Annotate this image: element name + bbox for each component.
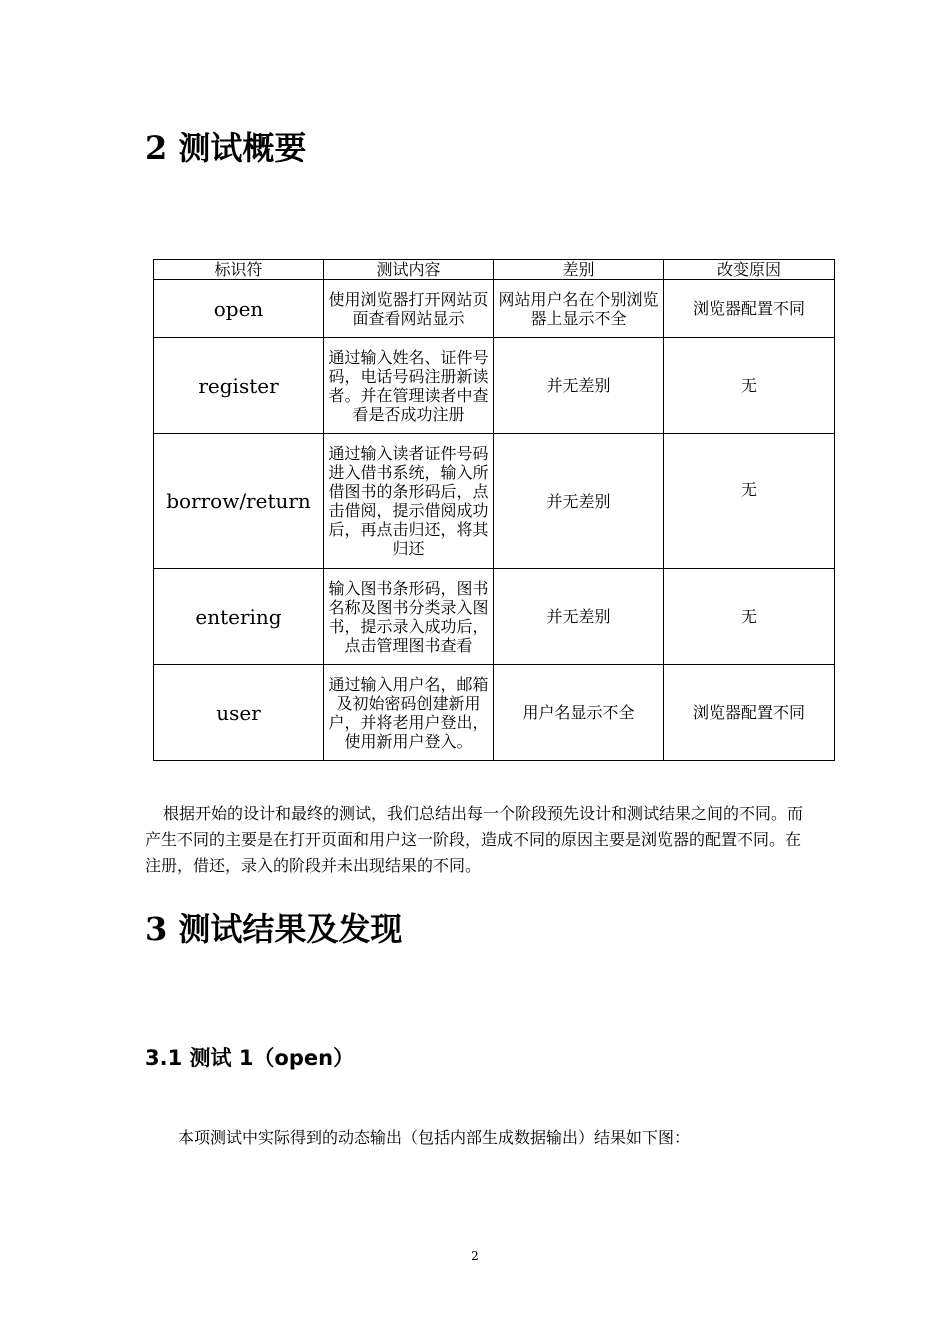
cell-identifier: register [154,338,324,434]
table-row [154,434,835,569]
header-identifier: 标识符 [154,260,324,280]
conclusion-paragraph: 根据开始的设计和最终的测试，我们总结出每一个阶段预先设计和测试结果之间的不同。而产生不同的主要是在打开页面和用户这一阶段，造成不同的原因主要是浏览器的配置不同。在注册，借还，录入的阶段并未出现结果的不同。 [145,804,804,875]
table-row [154,338,835,434]
cell-change-reason: 浏览器配置不同 [664,280,835,338]
cell-test-content: 输入图书条形码，图书名称及图书分类录入图书，提示录入成功后，点击管理图书查看 [324,569,494,665]
test-summary-table [153,259,835,761]
cell-change-reason: 浏览器配置不同 [664,665,835,761]
cell-difference: 网站用户名在个别浏览器上显示不全 [494,280,664,338]
cell-identifier: open [154,280,324,338]
table-header-row [154,260,835,280]
section-heading-summary: 2 测试概要 [145,129,307,167]
cell-difference: 用户名显示不全 [494,665,664,761]
cell-identifier: borrow/return [154,434,324,569]
table-row [154,569,835,665]
cell-difference: 并无差别 [494,434,664,569]
cell-test-content: 通过输入姓名、证件号码，电话号码注册新读者。并在管理读者中查看是否成功注册 [324,338,494,434]
cell-difference: 并无差别 [494,338,664,434]
cell-identifier: entering [154,569,324,665]
table-row [154,280,835,338]
cell-test-content: 通过输入读者证件号码进入借书系统，输入所借图书的条形码后，点击借阅，提示借阅成功后，再点击归还，将其归还 [324,434,494,569]
header-change-reason: 改变原因 [664,260,835,280]
cell-difference: 并无差别 [494,569,664,665]
subsection-heading-test1: 3.1 测试 1（open） [145,1046,355,1070]
cell-change-reason: 无 [664,569,835,665]
cell-identifier: user [154,665,324,761]
cell-test-content: 使用浏览器打开网站页面查看网站显示 [324,280,494,338]
intro-paragraph: 本项测试中实际得到的动态输出（包括内部生成数据输出）结果如下图： [178,1128,691,1147]
page-number: 2 [471,1249,479,1263]
cell-change-reason: 无 [664,434,835,569]
table-row [154,665,835,761]
section-heading-results: 3 测试结果及发现 [145,910,403,948]
cell-change-reason: 无 [664,338,835,434]
header-difference: 差别 [494,260,664,280]
cell-test-content: 通过输入用户名，邮箱及初始密码创建新用户，并将老用户登出，使用新用户登入。 [324,665,494,761]
header-test-content: 测试内容 [324,260,494,280]
